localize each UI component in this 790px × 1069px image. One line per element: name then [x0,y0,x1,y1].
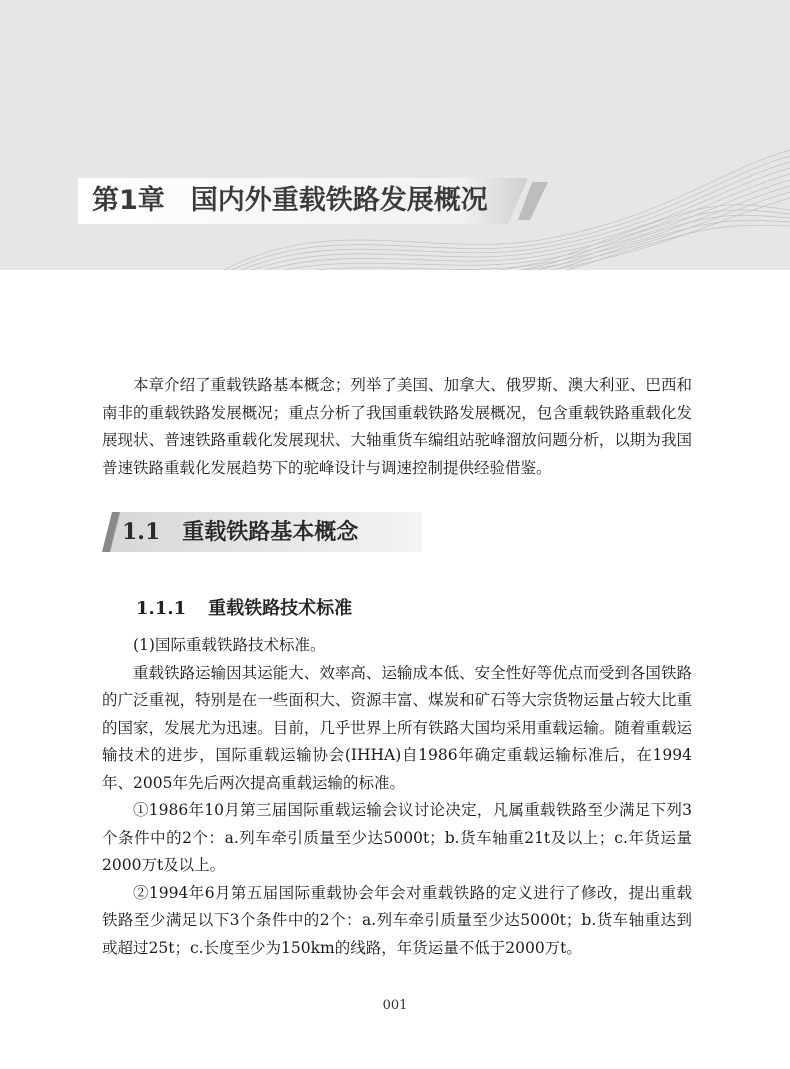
intro-paragraph: 本章介绍了重载铁路基本概念；列举了美国、加拿大、俄罗斯、澳大利亚、巴西和南非的重载铁路发展概况；重点分析了我国重载铁路发展概况，包含重载铁路重载化发展现状、普速铁路重载化发展现状、大轴重货车编组站驼峰溜放问题分析，以期为我国普速铁路重载化发展趋势下的驼峰设计与调速控制提供经验借鉴。 [102,376,692,477]
body-text [102,632,692,962]
chapter-heading [92,181,488,221]
decorative-wave-graphic [0,0,790,270]
section-heading [122,512,358,552]
subsection-title: 重载铁路技术标准 [208,598,353,619]
subsection-number: 1.1.1 [136,598,187,619]
chapter-title: 国内外重载铁路发展概况 [190,185,488,216]
section-title: 重载铁路基本概念 [182,519,359,545]
body-paragraph: ①1986年10月第三届国际重载运输会议讨论决定，凡属重载铁路至少满足下列3个条件中的2个：a.列车牵引质量至少达5000t；b.货车轴重21t及以上；c.年货运量2000万t及以上。 [102,801,692,874]
chapter-header-band [0,0,790,270]
page-number: 001 [382,998,408,1013]
body-paragraph: ②1994年6月第五届国际重载协会年会对重载铁路的定义进行了修改，提出重载铁路至少满足以下3个条件中的2个：a.列车牵引质量至少达5000t；b.货车轴重达到或超过25t；c.长度至少为150km的线路，年货运量不低于2000万t。 [102,883,692,957]
chapter-number: 第1章 [92,185,165,216]
body-paragraph: 重载铁路运输因其运能大、效率高、运输成本低、安全性好等优点而受到各国铁路的广泛重视，特别是在一些面积大、资源丰富、煤炭和矿石等大宗货物运量占较大比重的国家，发展尤为迅速。目前，几乎世界上所有铁路大国均采用重载运输。随着重载运输技术的进步，国际重载运输协会(IHHA)自1986年确定重载运输标准后，在1994年、2005年先后两次提高重载运输的标准。 [102,663,692,792]
chapter-intro [102,372,692,482]
subsection-heading [136,594,352,620]
section-number: 1.1 [122,519,161,545]
body-paragraph: (1)国际重载铁路技术标准。 [133,636,326,654]
